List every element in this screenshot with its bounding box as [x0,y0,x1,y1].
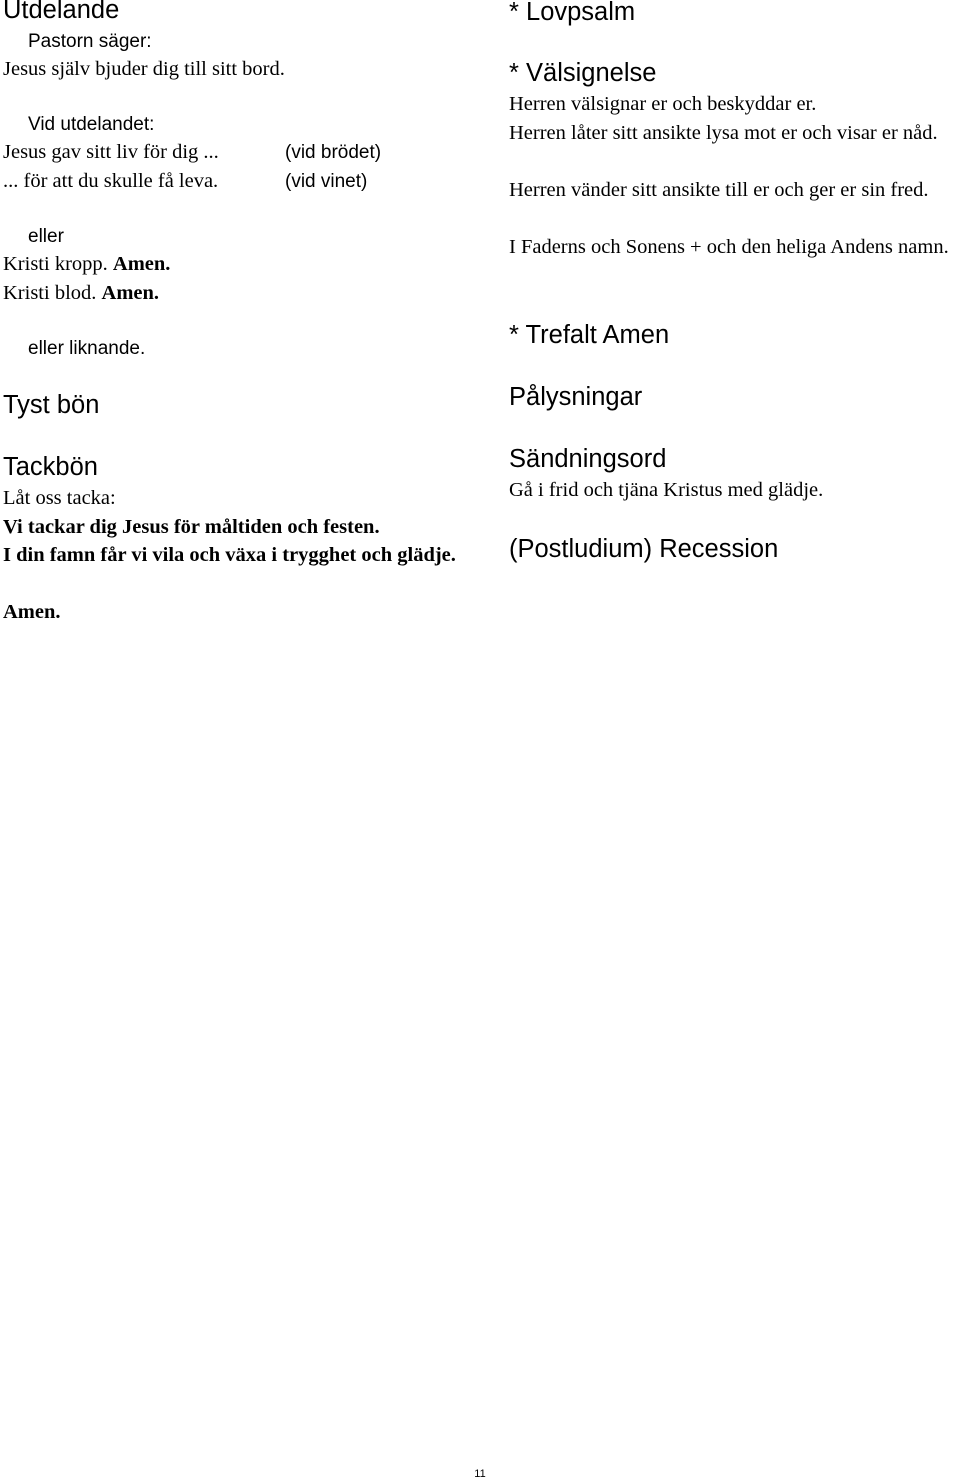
heading-utdelande: Utdelande [3,0,120,24]
heading-trefalt-amen: * Trefalt Amen [509,321,670,349]
tackbon-line-2: I din famn får vi vila och växa i trygghet och glädje. [3,544,456,566]
heading-lovpsalm: * Lovpsalm [509,0,636,26]
eller-liknande-label: eller liknande. [28,338,146,359]
utdelande-line-2: ... för att du skulle få leva. [3,170,219,192]
sandningsord-text: Gå i frid och tjäna Kristus med glädje. [509,479,824,501]
heading-sandningsord: Sändningsord [509,445,667,473]
tackbon-intro: Låt oss tacka: [3,487,116,509]
utdelande-line-1: Jesus gav sitt liv för dig ... [3,141,219,163]
tackbon-amen: Amen. [3,601,61,623]
vid-utdelandet-label: Vid utdelandet: [28,114,155,135]
kristi-blod-text: Kristi blod. [3,282,97,304]
valsignelse-line-4: I Faderns och Sonens + och den heliga Andens namn. [509,236,949,258]
cue-vid-brodet: (vid brödet) [285,142,382,163]
heading-valsignelse: * Välsignelse [509,59,657,87]
kristi-kropp-text: Kristi kropp. [3,253,108,275]
heading-palysningar: Pålysningar [509,383,643,411]
pastor-label: Pastorn säger: [28,31,152,52]
tackbon-line-1: Vi tackar dig Jesus för måltiden och festen. [3,516,380,538]
page-number: 11 [474,1468,486,1480]
eller-label: eller [28,226,64,247]
valsignelse-line-2: Herren låter sitt ansikte lysa mot er och visar er nåd. [509,122,938,144]
kristi-kropp-amen: Amen. [112,253,171,275]
valsignelse-line-3: Herren vänder sitt ansikte till er och ger er sin fred. [509,179,929,201]
kristi-blod-amen: Amen. [101,282,160,304]
heading-recession: (Postludium) Recession [509,535,779,563]
heading-tackbon: Tackbön [3,453,98,481]
heading-tyst-bon: Tyst bön [3,391,100,419]
pastor-text: Jesus själv bjuder dig till sitt bord. [3,58,285,80]
cue-vid-vinet: (vid vinet) [285,171,368,192]
valsignelse-line-1: Herren välsignar er och beskyddar er. [509,93,817,115]
kristi-kropp-line [3,250,170,279]
kristi-blod-line [3,279,159,308]
